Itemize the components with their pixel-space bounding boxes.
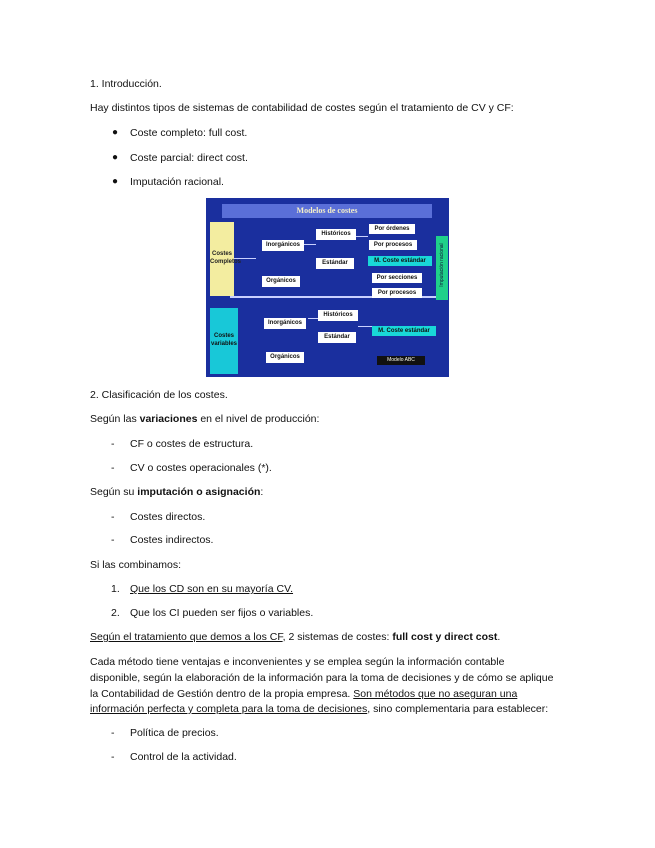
metodo-paragraph-line-2: disponible, según la elaboración de la información para la toma de decisiones y de cómo se aplique xyxy=(90,672,554,684)
dash-marker: - xyxy=(111,462,115,474)
bullet-icon: ● xyxy=(112,176,119,187)
bullet-icon: ● xyxy=(112,152,119,163)
dash-item: Costes indirectos. xyxy=(130,534,214,546)
imputacion-racional-bar: Imputación racional xyxy=(436,236,448,300)
m-coste-estandar-box-2: M. Coste estándar xyxy=(372,326,436,336)
modelo-abc-box: Modelo ABC xyxy=(377,356,425,365)
si-combinamos-paragraph: Si las combinamos: xyxy=(90,559,182,571)
costes-completos-box: Costes Completos xyxy=(210,222,234,296)
imputacion-paragraph: Según su imputación o asignación: xyxy=(90,486,264,498)
diagram-title: Modelos de costes xyxy=(222,204,432,218)
variaciones-paragraph: Según las variaciones en el nivel de producción: xyxy=(90,413,320,425)
bullet-icon: ● xyxy=(112,127,119,138)
dash-marker: - xyxy=(111,438,115,450)
por-ordenes-box: Por órdenes xyxy=(369,224,415,234)
dash-item: Costes directos. xyxy=(130,511,206,523)
metodo-paragraph-line-1: Cada método tiene ventajas e inconvenientes y se emplea según la información contable xyxy=(90,656,505,668)
estandar-box-2: Estándar xyxy=(318,332,356,343)
dash-marker: - xyxy=(111,534,115,546)
intro-paragraph: Hay distintos tipos de sistemas de contabilidad de costes según el tratamiento de CV y CF: xyxy=(90,102,514,114)
list-number: 1. xyxy=(111,583,120,595)
section-heading-introduccion: 1. Introducción. xyxy=(90,78,162,90)
por-secciones-box: Por secciones xyxy=(372,273,422,283)
inorganicos-box-2: Inorgánicos xyxy=(264,318,306,329)
tratamiento-paragraph: Según el tratamiento que demos a los CF, 2 sistemas de costes: full cost y direct cost. xyxy=(90,631,501,643)
dash-item: CV o costes operacionales (*). xyxy=(130,462,272,474)
historicos-box: Históricos xyxy=(316,229,356,240)
organicos-box: Orgánicos xyxy=(262,276,300,287)
inorganicos-box: Inorgánicos xyxy=(262,240,304,251)
numbered-item: Que los CD son en su mayoría CV. xyxy=(130,583,294,595)
por-procesos-box: Por procesos xyxy=(369,240,417,250)
metodo-paragraph-line-4: información perfecta y completa para la toma de decisiones, sino complementaria para establecer: xyxy=(90,703,549,715)
metodo-paragraph-line-3: la Contabilidad de Gestión dentro de la propia empresa. Son métodos que no aseguran una xyxy=(90,688,518,700)
bullet-item: Coste completo: full cost. xyxy=(130,127,248,139)
dash-item: CF o costes de estructura. xyxy=(130,438,254,450)
historicos-box-2: Históricos xyxy=(318,310,358,321)
list-number: 2. xyxy=(111,607,120,619)
m-coste-estandar-box: M. Coste estándar xyxy=(368,256,432,266)
bullet-item: Imputación racional. xyxy=(130,176,224,188)
modelos-de-costes-diagram xyxy=(206,198,449,377)
numbered-item: Que los CI pueden ser fijos o variables. xyxy=(130,607,314,619)
dash-marker: - xyxy=(111,727,115,739)
costes-variables-box: Costes variables xyxy=(210,308,238,374)
dash-marker: - xyxy=(111,511,115,523)
estandar-box: Estándar xyxy=(316,258,354,269)
bullet-item: Coste parcial: direct cost. xyxy=(130,152,248,164)
organicos-box-2: Orgánicos xyxy=(266,352,304,363)
por-procesos-box-2: Por procesos xyxy=(372,288,422,298)
dash-item: Política de precios. xyxy=(130,727,219,739)
dash-item: Control de la actividad. xyxy=(130,751,237,763)
section-heading-clasificacion: 2. Clasificación de los costes. xyxy=(90,389,228,401)
dash-marker: - xyxy=(111,751,115,763)
